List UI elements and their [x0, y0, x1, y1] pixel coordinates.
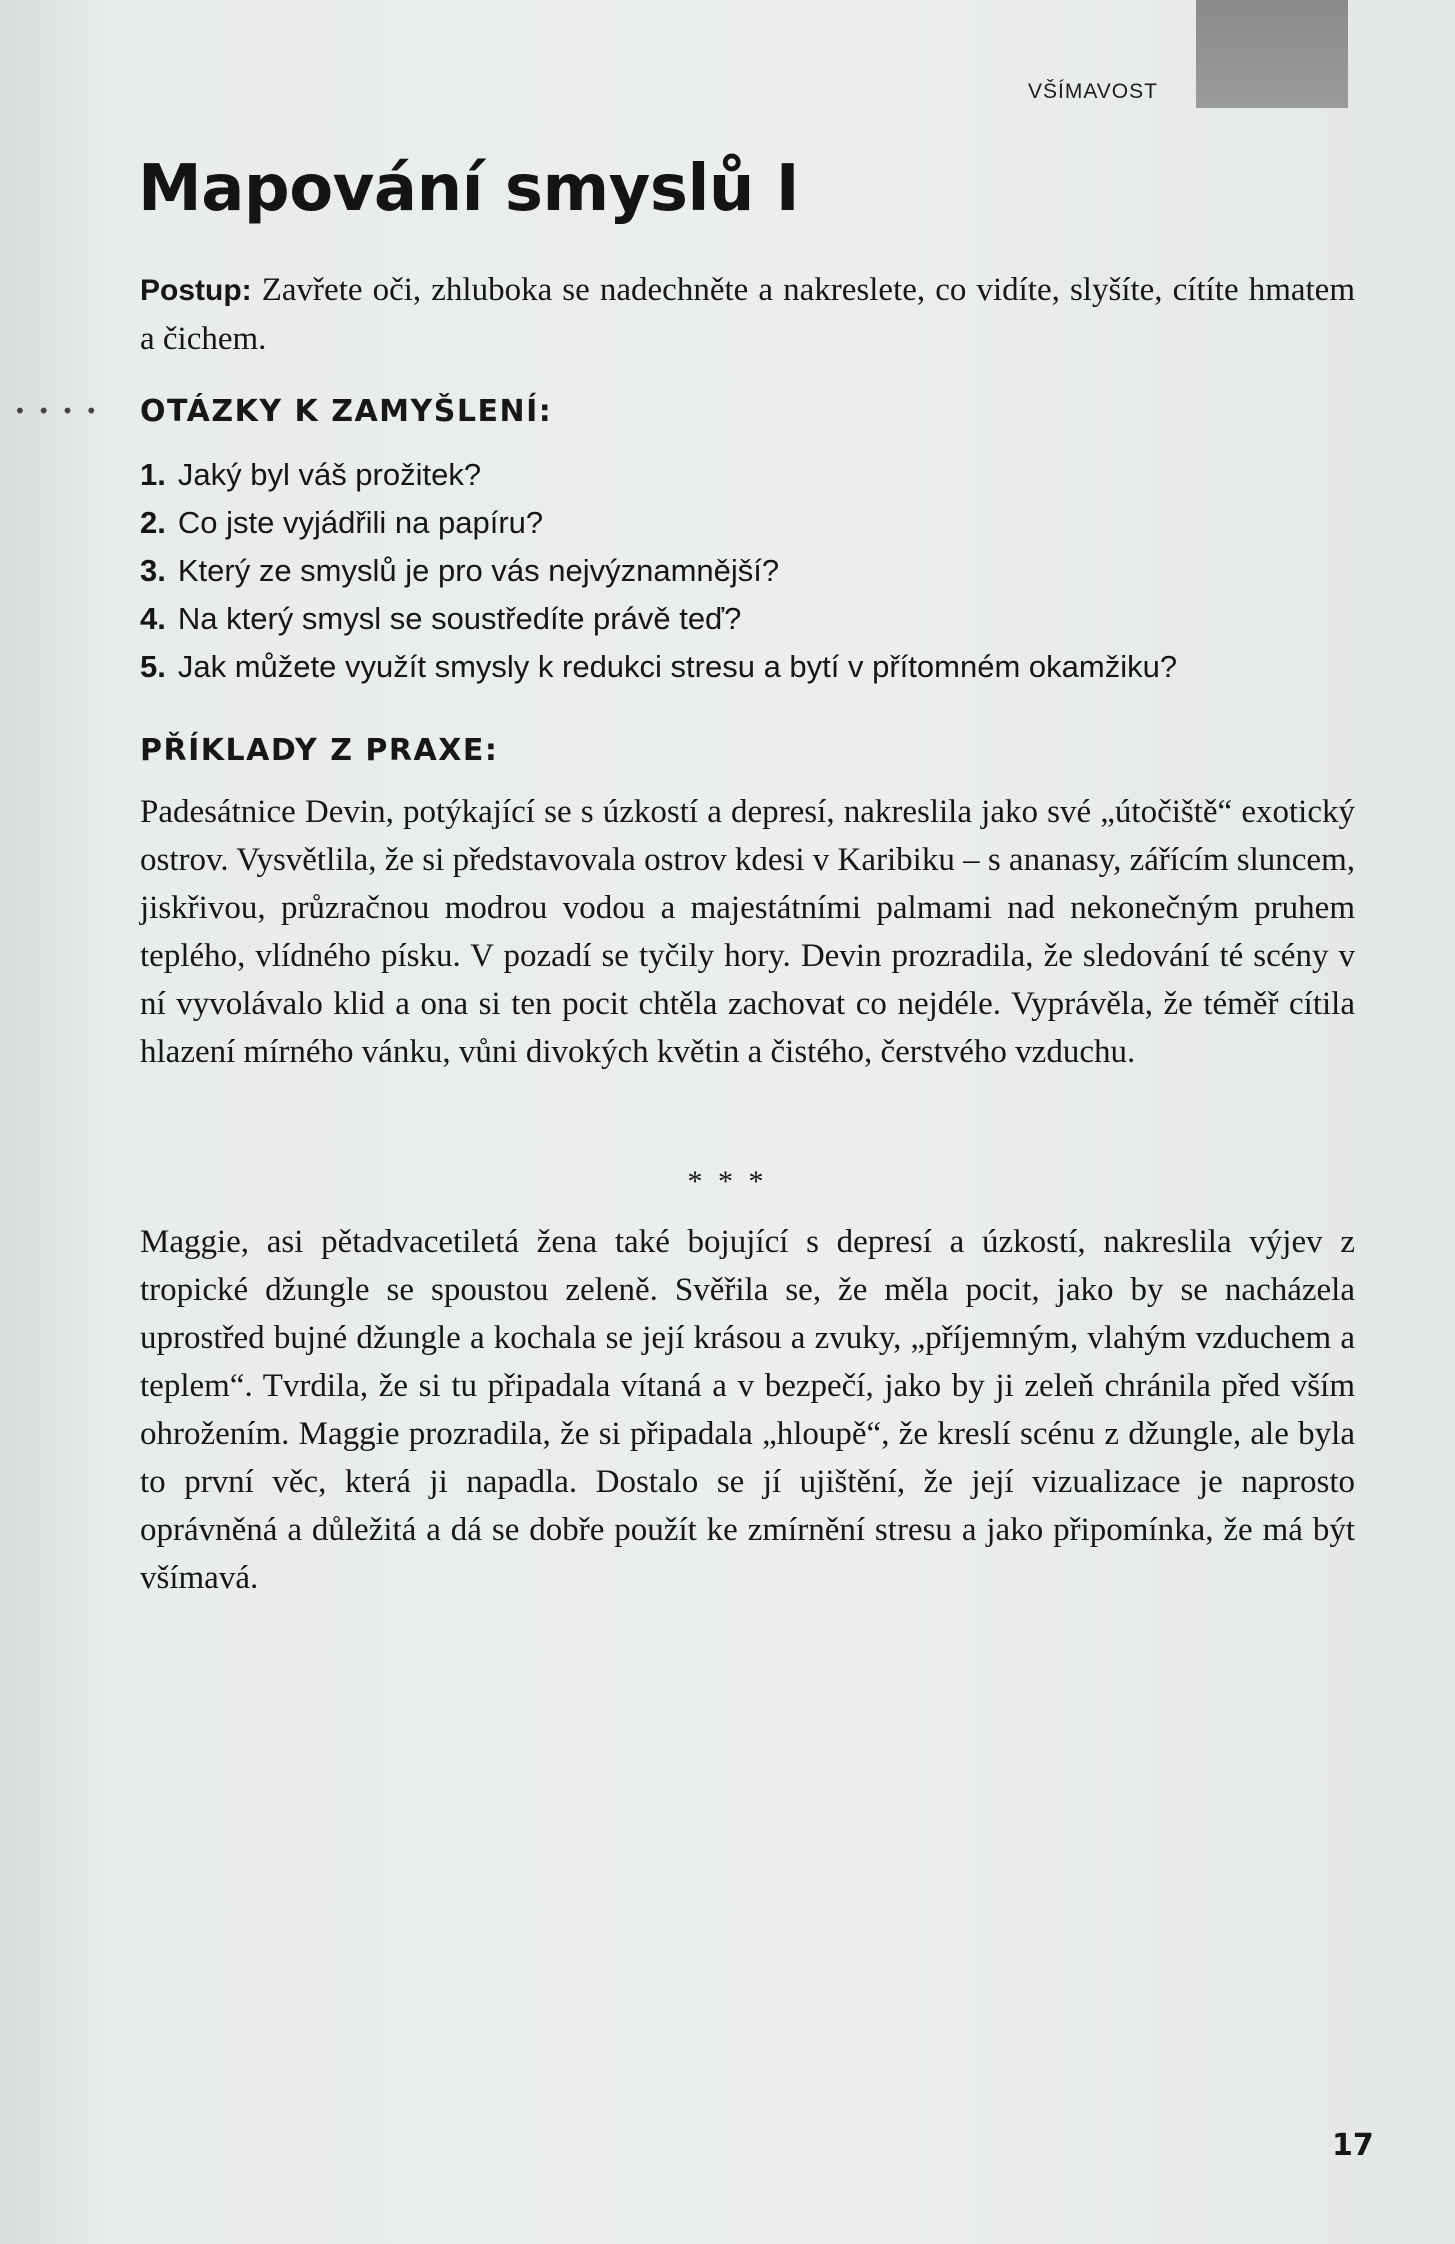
question-text: Co jste vyjádřili na papíru?	[177, 505, 544, 540]
question-item	[140, 499, 1177, 547]
procedure-text: Zavřete oči, zhluboka se nadechněte a nakreslete, co vidíte, slyšíte, cítíte hmatem a čichem.	[140, 272, 1355, 357]
examples-heading: PŘÍKLADY Z PRAXE:	[140, 733, 499, 768]
question-text: Jaký byl váš prožitek?	[177, 457, 482, 492]
question-number: 1.	[140, 457, 166, 492]
section-separator: * * *	[687, 1165, 768, 1198]
question-item	[140, 451, 1177, 499]
question-text: Jak můžete využít smysly k redukci stresu a bytí v přítomném okamžiku?	[177, 649, 1178, 684]
reflection-heading: OTÁZKY K ZAMYŠLENÍ:	[140, 394, 553, 429]
example-paragraph-devin: Padesátnice Devin, potýkající se s úzkostí a depresí, nakreslila jako své „útočiště“ exotický ostrov. Vysvětlila, že si představovala ostrov kdesi v Karibiku – s ananasy, zářícím sluncem, jiskřivou, průzračnou modrou vodou a majestátními palmami nad nekonečným pruhem teplého, vlídného písku. V pozadí se tyčily hory. Devin prozradila, že sledování té scény v ní vyvolávalo klid a ona si ten pocit chtěla zachovat co nejdéle. Vyprávěla, že téměř cítila hlazení mírného vánku, vůni divokých květin a čistého, čerstvého vzduchu.	[140, 794, 1355, 1070]
question-number: 5.	[140, 649, 166, 684]
running-head: VŠÍMAVOST	[1028, 80, 1158, 103]
question-number: 4.	[140, 601, 166, 636]
question-text: Který ze smyslů je pro vás nejvýznamnější?	[177, 553, 780, 588]
question-number: 2.	[140, 505, 166, 540]
page-title: Mapování smyslů I	[138, 152, 800, 226]
question-item	[140, 595, 1177, 643]
question-item	[140, 643, 1177, 691]
example-paragraph-maggie: Maggie, asi pětadvacetiletá žena také bojující s depresí a úzkostí, nakreslila výjev z tropické džungle se spoustou zeleně. Svěřila se, že měla pocit, jako by se nacházela uprostřed bujné džungle a kochala se její krásou a zvuky, „příjemným, vlahým vzduchem a teplem“. Tvrdila, že si tu připadala vítaná a v bezpečí, jako by ji zeleň chránila před vším ohrožením. Maggie prozradila, že si připadala „hloupě“, že kreslí scénu z džungle, ale byla to první věc, která ji napadla. Dostalo se jí ujištění, že její vizualizace je naprosto oprávněná a důležitá a dá se dobře použít ke zmírnění stresu a jako připomínka, že má být všímavá.	[140, 1224, 1355, 1596]
reflection-questions	[140, 451, 1177, 691]
question-text: Na který smysl se soustředíte právě teď?	[177, 601, 742, 636]
page-number: 17	[1332, 2128, 1374, 2163]
procedure-paragraph	[140, 266, 1355, 363]
chapter-tab-marker	[1196, 0, 1348, 108]
question-number: 3.	[140, 553, 166, 588]
procedure-label: Postup:	[140, 274, 252, 307]
decorative-dots: ••••	[14, 399, 110, 423]
question-item	[140, 547, 1177, 595]
